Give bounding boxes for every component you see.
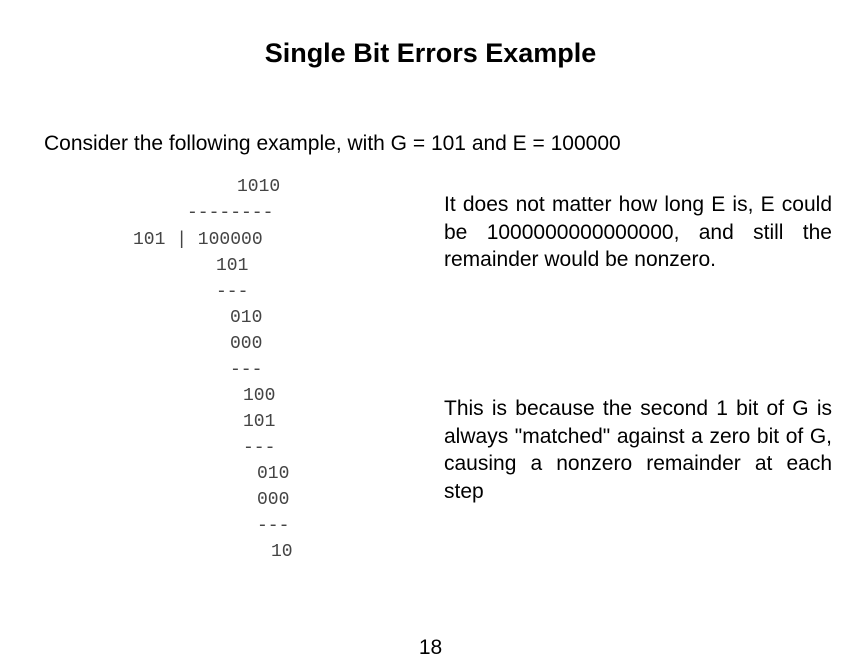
division-quotient: 1010 (237, 177, 281, 197)
slide-title: Single Bit Errors Example (264, 38, 597, 68)
division-step3-line: --- (243, 438, 276, 458)
explanation-paragraph-2: This is because the second 1 bit of G is always "matched" against a zero bit of G, causing a nonzero remainder at each step (444, 397, 832, 503)
division-step3-subtrahend: 101 (243, 412, 276, 432)
division-step2-subtrahend: 000 (230, 334, 263, 354)
division-step2-line: --- (230, 360, 263, 380)
division-step1-result: 010 (230, 308, 263, 328)
explanation-paragraph-1: It does not matter how long E is, E could be 1000000000000000, and still the remainder would be nonzero. (444, 193, 832, 271)
division-divisor-dividend: 101 | 100000 (133, 230, 263, 250)
division-step1-line: --- (216, 282, 249, 302)
division-remainder: 10 (271, 542, 293, 562)
intro-text: Consider the following example, with G = 101 and E = 100000 (44, 132, 621, 155)
division-step1-subtrahend: 101 (216, 256, 249, 276)
page-number: 18 (418, 636, 443, 659)
division-step4-subtrahend: 000 (257, 490, 290, 510)
division-step3-result: 010 (257, 464, 290, 484)
division-step4-line: --- (257, 516, 290, 536)
division-step2-result: 100 (243, 386, 276, 406)
division-divider-line: -------- (187, 203, 274, 223)
